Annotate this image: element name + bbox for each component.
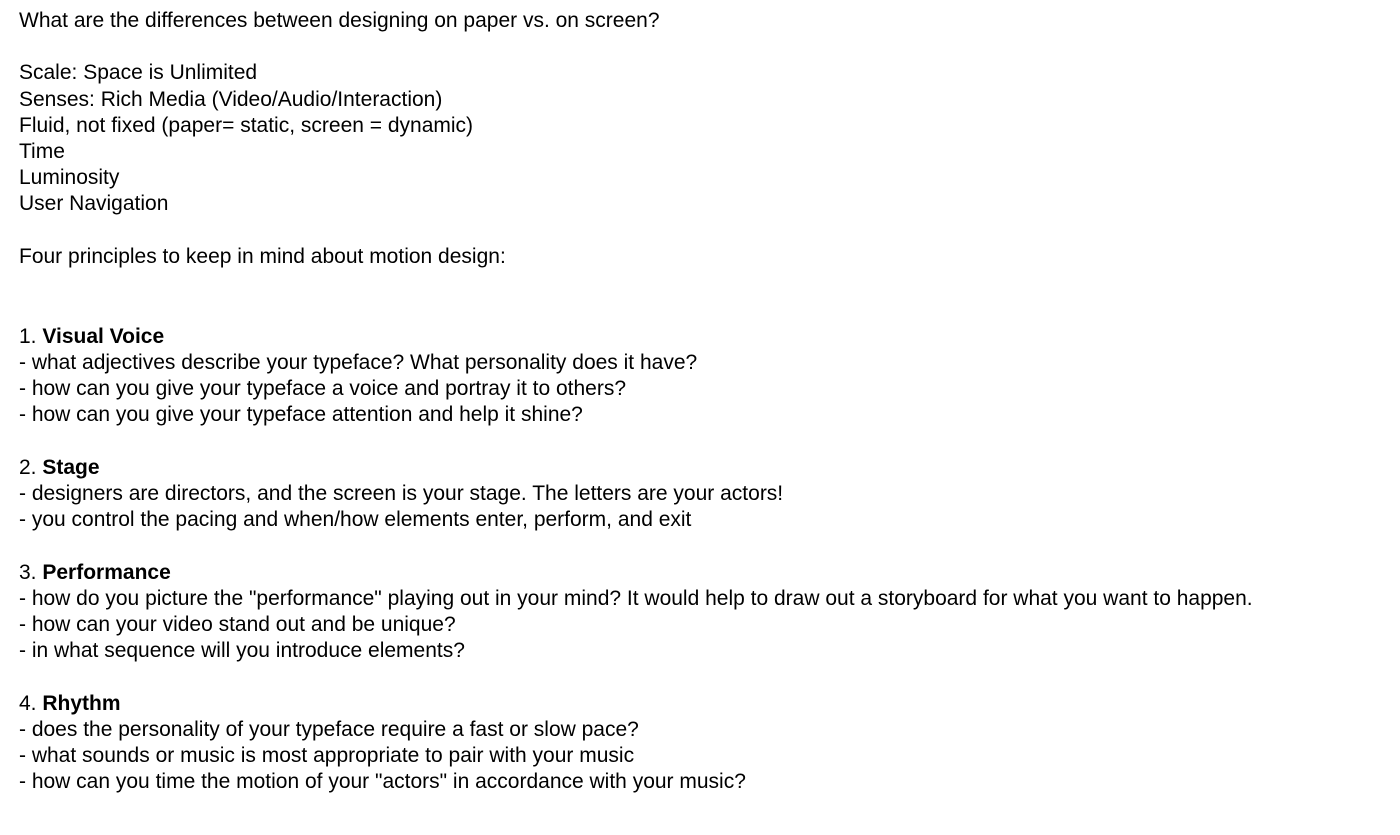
principle-section <box>19 455 1395 534</box>
principle-point: - designers are directors, and the screen is your stage. The letters are your actors! <box>19 482 784 505</box>
principle-point: - what adjectives describe your typeface? What personality does it have? <box>19 351 698 375</box>
principle-title: Stage <box>42 455 100 479</box>
spacer <box>19 218 1395 244</box>
principle-point: - does the personality of your typeface require a fast or slow pace? <box>19 717 639 741</box>
document-body <box>19 8 1395 795</box>
spacer <box>19 34 1395 60</box>
principles-heading: Four principles to keep in mind about motion design: <box>19 244 506 268</box>
principle-number: 1. <box>19 324 43 348</box>
differences-list <box>19 60 1395 217</box>
principle-heading <box>19 560 1395 586</box>
principle-point: - how do you picture the "performance" playing out in your mind? It would help to draw out a storyboard for what you want to happen. <box>19 586 1253 610</box>
principle-heading <box>19 324 1395 350</box>
principle-point: - how can you time the motion of your "actors" in accordance with your music? <box>19 770 746 794</box>
principle-number: 3. <box>19 560 43 584</box>
principle-number: 4. <box>19 691 43 715</box>
principle-title: Rhythm <box>42 691 121 715</box>
principle-point: - you control the pacing and when/how elements enter, perform, and exit <box>19 508 692 532</box>
intro-question: What are the differences between designing on paper vs. on screen? <box>19 9 660 32</box>
principle-number: 2. <box>19 455 43 479</box>
difference-item: Luminosity <box>19 166 120 190</box>
principle-heading <box>19 691 1395 717</box>
principle-point: - how can your video stand out and be unique? <box>19 612 456 636</box>
spacer <box>19 664 1395 690</box>
spacer <box>19 429 1395 455</box>
difference-item: Scale: Space is Unlimited <box>19 61 258 85</box>
principle-title: Performance <box>42 560 171 584</box>
principle-point: - how can you give your typeface a voice and portray it to others? <box>19 377 627 401</box>
principle-section <box>19 324 1395 429</box>
principle-section <box>19 691 1395 796</box>
difference-item: Senses: Rich Media (Video/Audio/Interaction) <box>19 87 443 111</box>
spacer <box>19 270 1395 324</box>
principle-point: - in what sequence will you introduce elements? <box>19 639 465 663</box>
principle-point: - what sounds or music is most appropriate to pair with your music <box>19 743 635 767</box>
difference-item: User Navigation <box>19 192 169 216</box>
principle-title: Visual Voice <box>42 324 165 348</box>
difference-item: Fluid, not fixed (paper= static, screen = dynamic) <box>19 113 474 137</box>
difference-item: Time <box>19 139 65 163</box>
spacer <box>19 533 1395 559</box>
principle-section <box>19 560 1395 665</box>
principle-point: - how can you give your typeface attention and help it shine? <box>19 403 583 427</box>
principle-heading <box>19 455 1395 481</box>
